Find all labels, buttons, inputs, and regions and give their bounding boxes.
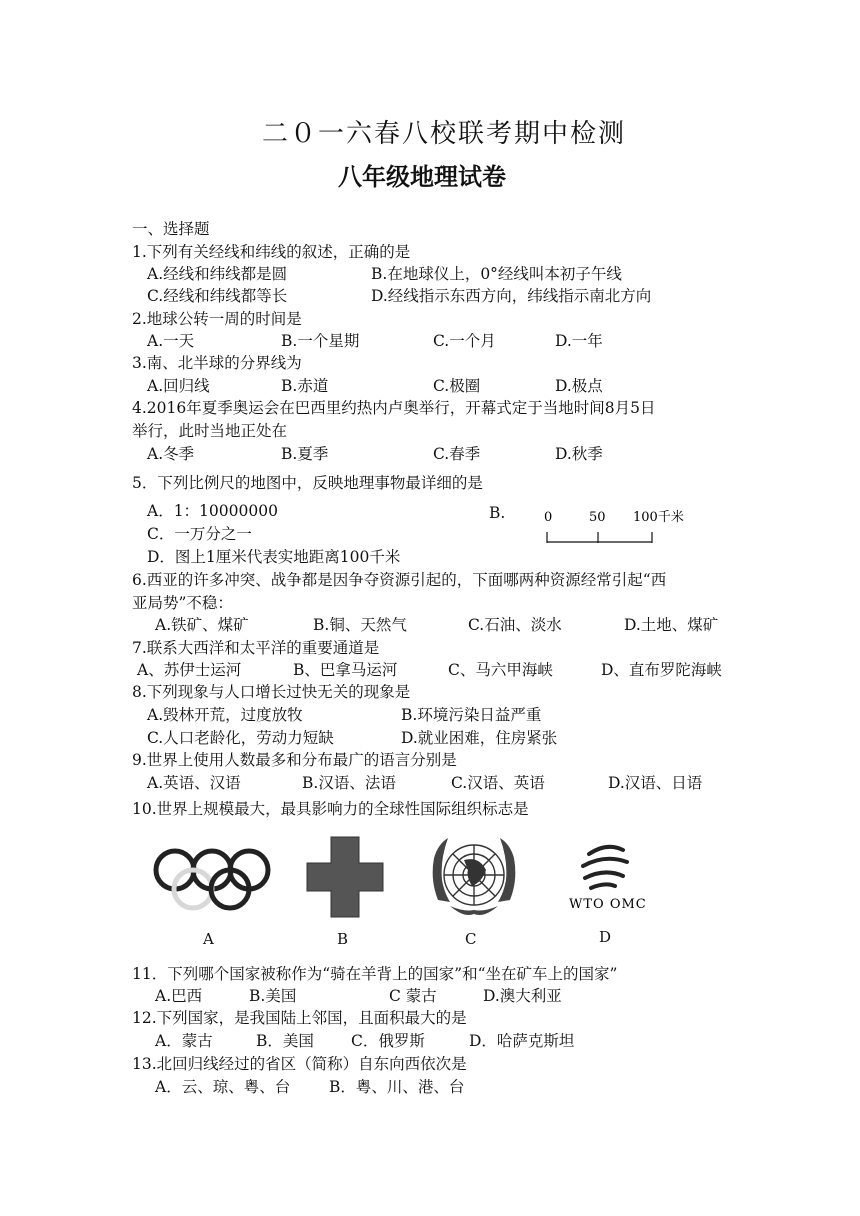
q3-option-a: A.回归线 [147,377,210,395]
q3-option-c: C.极圈 [433,377,481,395]
q2-option-d: D.一年 [555,332,603,350]
q4-option-c: C.春季 [433,445,481,463]
q13-stem: 13.北回归线经过的省区（简称）自东向西依次是 [132,1055,467,1073]
q1-option-a: A.经线和纬线都是圆 [147,265,288,283]
q11-stem: 11．下列哪个国家被称作为“骑在羊背上的国家”和“坐在矿车上的国家” [132,965,618,983]
q11-option-b: B.美国 [249,987,297,1005]
q5-option-b: B. [489,504,506,522]
q12-option-b: B．美国 [256,1032,314,1050]
q1-option-c: C.经线和纬线都等长 [147,287,288,305]
q10-label-d: D [599,928,612,946]
q4-stem-line1: 4.2016年夏季奥运会在巴西里约热内卢奥举行，开幕式定于当地时间8月5日 [132,399,656,417]
q6-stem-line2: 亚局势”不稳： [132,594,233,612]
q6-option-c: C.石油、淡水 [468,616,562,634]
cross-logo [305,835,385,920]
q9-option-a: A.英语、汉语 [147,774,241,792]
un-emblem-logo [424,830,524,925]
q9-option-d: D.汉语、日语 [608,774,703,792]
q12-stem: 12.下列国家，是我国陆上邻国，且面积最大的是 [132,1009,467,1027]
scale-tick-label-0: 0 [544,510,553,525]
q9-option-c: C.汉语、英语 [451,774,545,792]
q1-stem: 1.下列有关经线和纬线的叙述，正确的是 [132,243,411,261]
q2-option-b: B.一个星期 [281,332,360,350]
q10-stem: 10.世界上规模最大，最具影响力的全球性国际组织标志是 [132,800,529,818]
q2-stem: 2.地球公转一周的时间是 [132,310,302,328]
exam-title: 二０一六春八校联考期中检测 [262,119,627,149]
q12-option-d: D．哈萨克斯坦 [469,1032,575,1050]
q11-option-d: D.澳大利亚 [483,987,562,1005]
q11-option-c: C 蒙古 [389,987,437,1005]
q5-option-c: C．一万分之一 [147,525,252,543]
q1-option-d: D.经线指示东西方向，纬线指示南北方向 [371,287,652,305]
q3-option-d: D.极点 [555,377,603,395]
q5-stem: 5．下列比例尺的地图中，反映地理事物最详细的是 [132,474,483,492]
q9-stem: 9.世界上使用人数最多和分布最广的语言分别是 [132,751,457,769]
scale-tick-label-50: 50 [589,510,606,525]
q4-option-d: D.秋季 [555,445,603,463]
q3-option-b: B.赤道 [281,377,329,395]
q7-option-d: D、直布罗陀海峡 [601,661,722,679]
q7-option-c: C、马六甲海峡 [448,661,553,679]
q4-stem-line2: 举行，此时当地正处在 [132,422,288,440]
q8-stem: 8.下列现象与人口增长过快无关的现象是 [132,683,411,701]
q6-option-d: D.土地、煤矿 [624,616,719,634]
q2-option-c: C.一个月 [433,332,496,350]
q10-label-a: A [203,930,214,948]
q8-option-d: D.就业困难，住房紧张 [401,729,558,747]
q8-option-b: B.环境污染日益严重 [401,706,542,724]
q4-option-a: A.冬季 [147,445,195,463]
q1-option-b: B.在地球仪上，0°经线叫本初子午线 [371,265,622,283]
q3-stem: 3.南、北半球的分界线为 [132,354,302,372]
q10-label-c: C [465,930,477,948]
q6-stem-line1: 6.西亚的许多冲突、战争都是因争夺资源引起的，下面哪两种资源经常引起“西 [132,571,667,589]
q13-option-a: A．云、琼、粤、台 [155,1078,291,1096]
q12-option-a: A．蒙古 [155,1032,213,1050]
q11-option-a: A.巴西 [155,987,203,1005]
q12-option-c: C．俄罗斯 [351,1032,425,1050]
q8-option-c: C.人口老龄化，劳动力短缺 [147,729,334,747]
q2-option-a: A.一天 [147,332,195,350]
scale-bar-diagram [536,506,706,548]
scale-bar [547,532,652,543]
q8-option-a: A.毁林开荒，过度放牧 [147,706,303,724]
q6-option-a: A.铁矿、煤矿 [155,616,249,634]
q4-option-b: B.夏季 [281,445,329,463]
q7-option-b: B、巴拿马运河 [293,661,398,679]
wto-logo-text: WTO OMC [569,897,647,912]
q7-option-a: A、苏伊士运河 [137,661,242,679]
scale-tick-label-100: 100千米 [633,510,684,525]
exam-subtitle: 八年级地理试卷 [338,163,506,191]
q5-option-d: D．图上1厘米代表实地距离100千米 [147,548,401,566]
olympic-rings-logo [150,840,275,915]
q10-label-b: B [337,930,349,948]
q13-option-b: B．粤、川、港、台 [329,1078,465,1096]
q9-option-b: B.汉语、法语 [302,774,396,792]
wto-logo [565,840,650,915]
q5-option-a: A．1：10000000 [147,502,278,520]
q7-stem: 7.联系大西洋和太平洋的重要通道是 [132,639,380,657]
q6-option-b: B.铜、天然气 [313,616,407,634]
section-heading: 一、选择题 [132,220,210,238]
